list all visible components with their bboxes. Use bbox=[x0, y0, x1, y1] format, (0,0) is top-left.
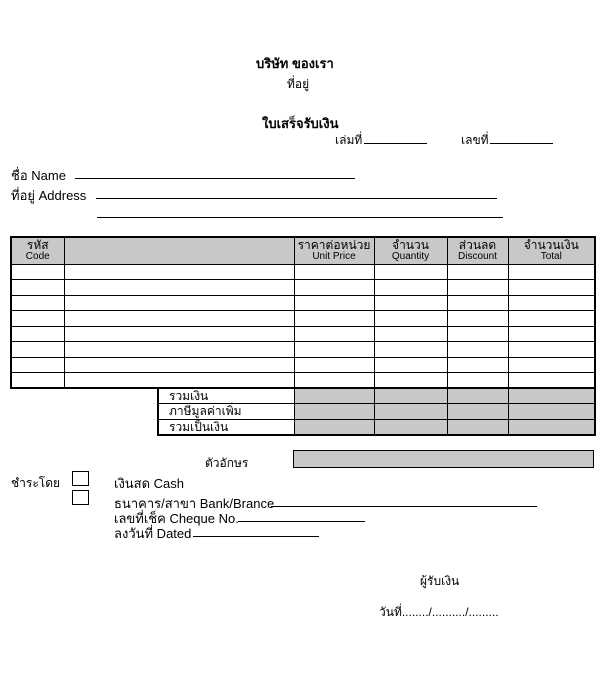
table-row bbox=[11, 295, 595, 311]
table-cell[interactable] bbox=[374, 326, 447, 342]
items-table bbox=[10, 236, 596, 389]
table-row bbox=[11, 280, 595, 296]
cheque-date-label: ลงวันที่ Dated bbox=[114, 526, 192, 541]
book-no-field[interactable] bbox=[364, 143, 427, 144]
table-cell[interactable] bbox=[447, 280, 508, 296]
grand-total-value[interactable] bbox=[508, 419, 595, 435]
table-cell[interactable] bbox=[11, 311, 64, 327]
receipt-no-field[interactable] bbox=[490, 143, 553, 144]
name-label: ชื่อ Name bbox=[11, 168, 66, 183]
document-title: ใบเสร็จรับเงิน bbox=[262, 116, 339, 131]
table-cell[interactable] bbox=[374, 373, 447, 389]
table-cell[interactable] bbox=[64, 280, 294, 296]
table-cell[interactable] bbox=[447, 342, 508, 358]
table-row bbox=[11, 264, 595, 280]
table-cell[interactable] bbox=[11, 264, 64, 280]
grand-total-label: รวมเป็นเงิน bbox=[158, 419, 294, 435]
cheque-no-field[interactable] bbox=[238, 521, 365, 522]
cheque-date-field[interactable] bbox=[193, 536, 319, 537]
subtotal-cell bbox=[447, 388, 508, 404]
table-cell[interactable] bbox=[294, 280, 374, 296]
table-cell[interactable] bbox=[374, 280, 447, 296]
table-cell[interactable] bbox=[64, 311, 294, 327]
address-field-line-1[interactable] bbox=[96, 198, 497, 199]
table-cell[interactable] bbox=[508, 373, 595, 389]
table-cell[interactable] bbox=[508, 311, 595, 327]
table-row bbox=[11, 357, 595, 373]
vat-cell bbox=[447, 404, 508, 420]
table-cell[interactable] bbox=[294, 326, 374, 342]
table-cell[interactable] bbox=[11, 342, 64, 358]
table-header-row bbox=[11, 237, 595, 264]
grand-total-cell bbox=[447, 419, 508, 435]
col-header-description bbox=[64, 237, 294, 264]
table-cell[interactable] bbox=[508, 264, 595, 280]
table-cell[interactable] bbox=[11, 373, 64, 389]
table-cell[interactable] bbox=[64, 342, 294, 358]
table-cell[interactable] bbox=[11, 357, 64, 373]
cash-checkbox[interactable] bbox=[72, 471, 89, 486]
bank-field[interactable] bbox=[271, 506, 537, 507]
subtotal-label: รวมเงิน bbox=[158, 388, 294, 404]
table-cell[interactable] bbox=[294, 342, 374, 358]
bank-checkbox[interactable] bbox=[72, 490, 89, 505]
table-cell[interactable] bbox=[508, 280, 595, 296]
table-cell[interactable] bbox=[508, 342, 595, 358]
cheque-no-label: เลขที่เช็ค Cheque No. bbox=[114, 511, 239, 526]
table-cell[interactable] bbox=[508, 357, 595, 373]
table-cell[interactable] bbox=[64, 264, 294, 280]
cash-label: เงินสด Cash bbox=[114, 476, 185, 491]
vat-row bbox=[158, 404, 595, 420]
col-header-quantity: จำนวน Quantity bbox=[374, 237, 447, 264]
col-header-discount: ส่วนลด Discount bbox=[447, 237, 508, 264]
table-row bbox=[11, 342, 595, 358]
grand-total-cell bbox=[294, 419, 374, 435]
col-header-total: จำนวนเงิน Total bbox=[508, 237, 595, 264]
table-cell[interactable] bbox=[374, 357, 447, 373]
table-cell[interactable] bbox=[294, 295, 374, 311]
subtotal-cell bbox=[294, 388, 374, 404]
table-cell[interactable] bbox=[11, 295, 64, 311]
table-row bbox=[11, 311, 595, 327]
table-cell[interactable] bbox=[64, 373, 294, 389]
col-header-unit-price: ราคาต่อหน่วย Unit Price bbox=[294, 237, 374, 264]
subtotal-row bbox=[158, 388, 595, 404]
pay-by-label: ชำระโดย bbox=[11, 476, 61, 490]
vat-value[interactable] bbox=[508, 404, 595, 420]
col-header-code: รหัส Code bbox=[11, 237, 64, 264]
subtotal-value[interactable] bbox=[508, 388, 595, 404]
amount-in-words-label: ตัวอักษร bbox=[205, 456, 249, 470]
table-cell[interactable] bbox=[447, 295, 508, 311]
address-label: ที่อยู่ Address bbox=[11, 188, 87, 203]
company-name: บริษัท ของเรา bbox=[256, 56, 334, 71]
subtotal-cell bbox=[374, 388, 447, 404]
table-cell[interactable] bbox=[374, 342, 447, 358]
book-no-label: เล่มที่ bbox=[335, 133, 363, 147]
table-cell[interactable] bbox=[374, 295, 447, 311]
table-cell[interactable] bbox=[294, 264, 374, 280]
table-cell[interactable] bbox=[447, 326, 508, 342]
receiver-label: ผู้รับเงิน bbox=[420, 574, 460, 588]
receipt-no-label: เลขที่ bbox=[461, 133, 489, 147]
name-field[interactable] bbox=[75, 178, 355, 179]
table-cell[interactable] bbox=[64, 295, 294, 311]
table-cell[interactable] bbox=[64, 357, 294, 373]
table-cell[interactable] bbox=[294, 311, 374, 327]
table-cell[interactable] bbox=[374, 311, 447, 327]
grand-total-row bbox=[158, 419, 595, 435]
table-cell[interactable] bbox=[11, 280, 64, 296]
table-cell[interactable] bbox=[294, 357, 374, 373]
table-cell[interactable] bbox=[447, 357, 508, 373]
table-row bbox=[11, 326, 595, 342]
table-cell[interactable] bbox=[11, 326, 64, 342]
receive-date-line[interactable]: วันที่......../........../......... bbox=[379, 605, 499, 619]
table-cell[interactable] bbox=[447, 373, 508, 389]
vat-cell bbox=[374, 404, 447, 420]
table-row bbox=[11, 373, 595, 389]
table-cell[interactable] bbox=[447, 311, 508, 327]
amount-in-words-field[interactable] bbox=[293, 450, 594, 468]
table-cell[interactable] bbox=[447, 264, 508, 280]
grand-total-cell bbox=[374, 419, 447, 435]
table-cell[interactable] bbox=[64, 326, 294, 342]
table-cell[interactable] bbox=[508, 326, 595, 342]
address-field-line-2[interactable] bbox=[97, 217, 503, 218]
table-cell[interactable] bbox=[374, 264, 447, 280]
vat-label: ภาษีมูลค่าเพิ่ม bbox=[158, 404, 294, 420]
table-cell[interactable] bbox=[508, 295, 595, 311]
vat-cell bbox=[294, 404, 374, 420]
table-cell[interactable] bbox=[294, 373, 374, 389]
company-address: ที่อยู่ bbox=[287, 77, 310, 91]
summary-table bbox=[157, 387, 596, 436]
bank-label: ธนาคาร/สาขา Bank/Brance bbox=[114, 496, 275, 511]
